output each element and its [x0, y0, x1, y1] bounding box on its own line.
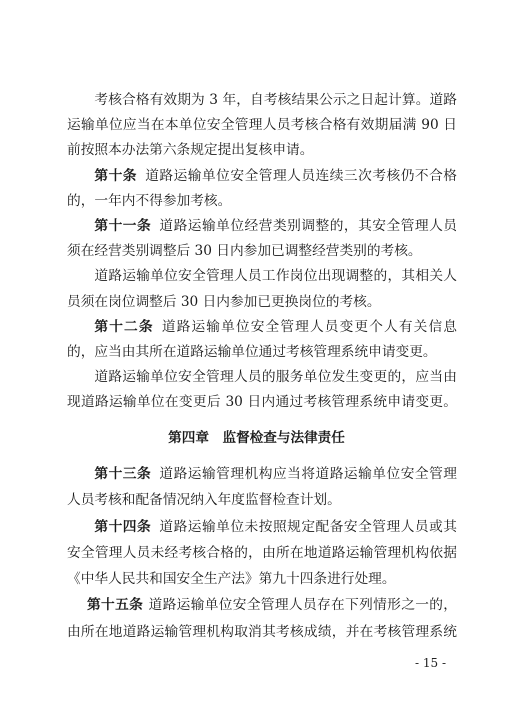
text-line: 的，应当由其所在道路运输单位通过考核管理系统申请变更。	[67, 343, 437, 360]
article-text: 道路运输单位安全管理人员变更个人有关信息	[161, 318, 457, 335]
text-line: 道路运输单位安全管理人员的服务单位发生变更的，应当由	[94, 369, 457, 386]
text-line: 考核合格有效期为 3 年，自考核结果公示之日起计算。道路	[94, 92, 457, 108]
text-line	[67, 164, 457, 189]
article-text: 道路运输单位未按照规定配备安全管理人员或其	[159, 518, 457, 535]
paragraph	[67, 88, 457, 164]
article-text: 道路运输管理机构应当将道路运输单位安全管理	[159, 466, 457, 482]
text-line: 安全管理人员未经考核合格的，由所在地道路运输管理机构依据	[67, 544, 457, 561]
text-line: 《中华人民共和国安全生产法》第九十四条进行处理。	[67, 571, 396, 588]
article-13	[67, 461, 457, 514]
text-line: 的，一年内不得参加考核。	[67, 192, 232, 209]
article-text: 道路运输单位安全管理人员连续三次考核仍不合格	[145, 167, 457, 184]
page-number: - 15 -	[414, 656, 446, 670]
article-label: 第十五条	[87, 597, 144, 614]
text-line: 前按照本办法第六条规定提出复核申请。	[67, 142, 314, 159]
article-text: 道路运输单位经营类别调整的，其安全管理人员	[159, 217, 457, 234]
article-10	[67, 164, 457, 214]
article-14	[67, 514, 457, 593]
text-line: 须在经营类别调整后 30 日内参加已调整经营类别的考核。	[67, 243, 422, 260]
paragraph	[67, 264, 457, 314]
article-label: 第十三条	[94, 466, 152, 482]
text-line	[67, 514, 457, 540]
text-line: 员须在岗位调整后 30 日内参加已更换岗位的考核。	[67, 293, 381, 310]
text-line: 运输单位应当在本单位安全管理人员考核合格有效期届满 90 日	[67, 117, 457, 134]
article-12	[67, 315, 457, 365]
text-line	[67, 214, 457, 239]
article-label: 第十一条	[94, 217, 152, 234]
text-line: 人员考核和配备情况纳入年度监督检查计划。	[67, 492, 341, 509]
article-label: 第十二条	[94, 318, 154, 335]
chapter-heading: 第四章 监督检查与法律责任	[168, 430, 345, 446]
text-line	[67, 315, 457, 340]
article-label: 第十条	[94, 167, 137, 184]
paragraph	[67, 365, 457, 415]
body-text-upper	[67, 88, 457, 415]
text-line: 由所在地道路运输管理机构取消其考核成绩，并在考核管理系统	[67, 623, 457, 640]
article-11	[67, 214, 457, 264]
article-label: 第十四条	[94, 518, 152, 535]
article-15	[67, 592, 457, 645]
text-line: 道路运输单位安全管理人员工作岗位出现调整的，其相关人	[94, 268, 457, 285]
article-text: 道路运输单位安全管理人员存在下列情形之一的，	[148, 597, 457, 614]
text-line: 现道路运输单位在变更后 30 日内通过考核管理系统申请变更。	[67, 394, 457, 411]
text-line	[67, 461, 457, 487]
body-text-lower	[67, 461, 457, 645]
text-line	[67, 592, 457, 618]
